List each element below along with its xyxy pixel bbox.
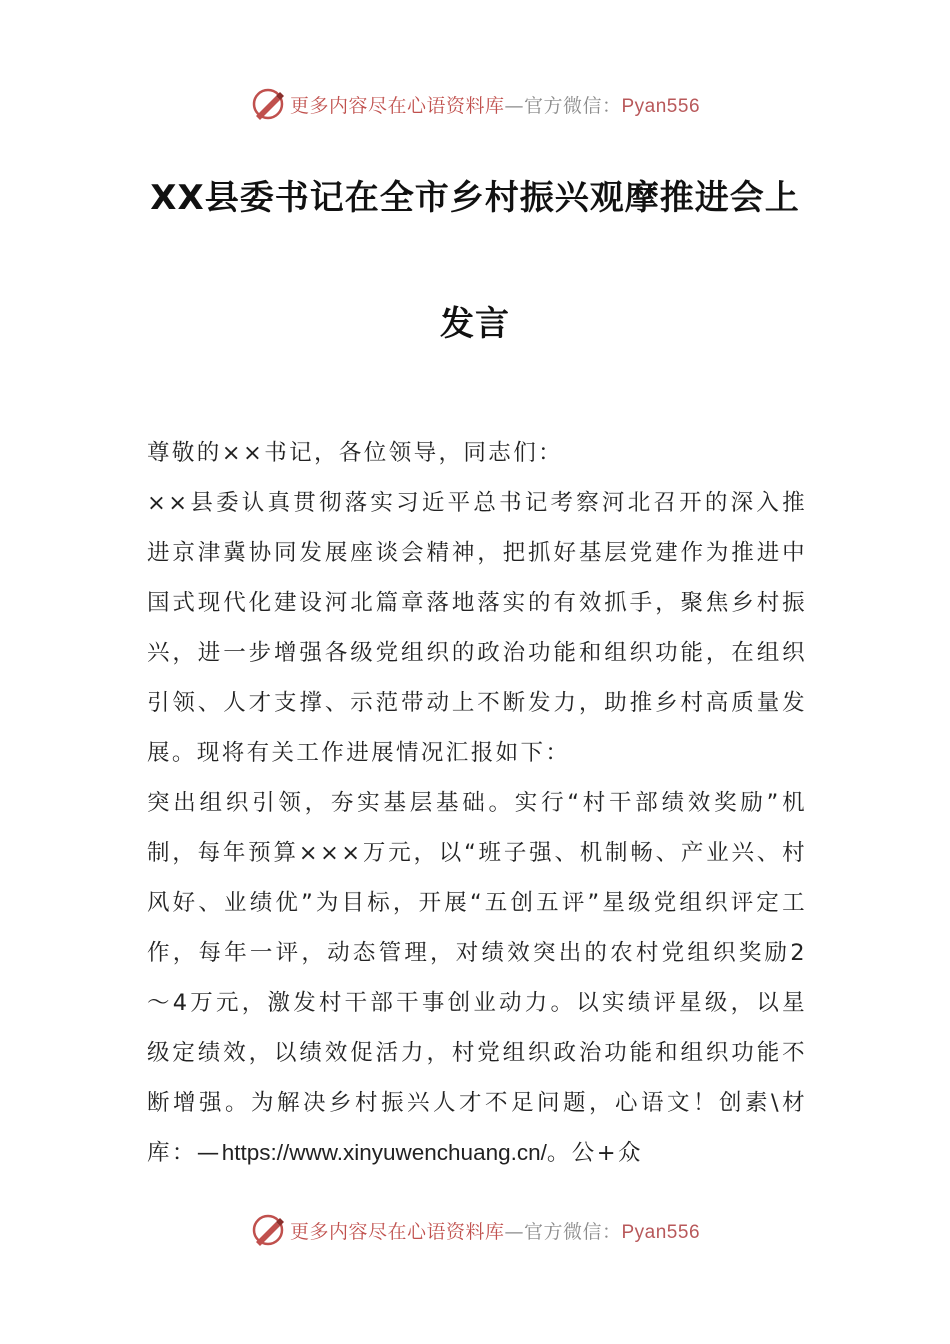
document-title-line1: XX县委书记在全市乡村振兴观摩推进会上 [150, 178, 800, 218]
source-url: https://www.xinyuwenchuang.cn/ [221, 1140, 547, 1165]
banner-wechat-id: Pyan556 [621, 1221, 701, 1243]
pen-logo-icon [250, 86, 286, 122]
pen-logo-icon [250, 1212, 286, 1248]
banner-label: 官方微信： [523, 94, 622, 117]
paragraph-intro: ××县委认真贯彻落实习近平总书记考察河北召开的深入推进京津冀协同发展座谈会精神，把抓好基层党建作为推进中国式现代化建设河北篇章落地落实的有效抓手，聚焦乡村振兴，进一步增强各级党组织的政治功能和组织功能，在组织引领、人才支撑、示范带动上不断发力，助推乡村高质量发展。现将有关工作进展情况汇报如下： [147, 490, 807, 766]
banner-dash: — [504, 94, 524, 117]
banner-brand: 更多内容尽在心语资料库 [289, 94, 505, 117]
document-body [147, 428, 807, 1178]
footer-watermark-banner [0, 1208, 950, 1252]
banner-label: 官方微信： [523, 1220, 622, 1243]
banner-brand: 更多内容尽在心语资料库 [289, 1220, 505, 1243]
paragraph-organization [147, 778, 807, 1178]
paragraph-organization-text: 突出组织引领，夯实基层基础。实行“村干部绩效奖励”机制，每年预算×××万元，以“班子强、机制畅、产业兴、村风好、业绩优”为目标，开展“五创五评”星级党组织评定工作，每年一评，动态管理，对绩效突出的农村党组织奖励2～4万元，激发村干部干事创业动力。以实绩评星级，以星级定绩效，以绩效促活力，村党组织政治功能和组织功能不断增强。为解决乡村振兴人才不足问题，心语文！创素\材库：— [147, 790, 807, 1166]
banner-text [290, 1217, 700, 1244]
banner-dash: — [504, 1220, 524, 1243]
banner-wechat-id: Pyan556 [621, 95, 701, 117]
banner-text [290, 91, 700, 118]
document-title-line2: 发言 [440, 304, 510, 344]
salutation: 尊敬的××书记，各位领导，同志们： [147, 440, 564, 466]
paragraph-tail: 。公+众 [546, 1140, 643, 1166]
header-watermark-banner [0, 82, 950, 126]
